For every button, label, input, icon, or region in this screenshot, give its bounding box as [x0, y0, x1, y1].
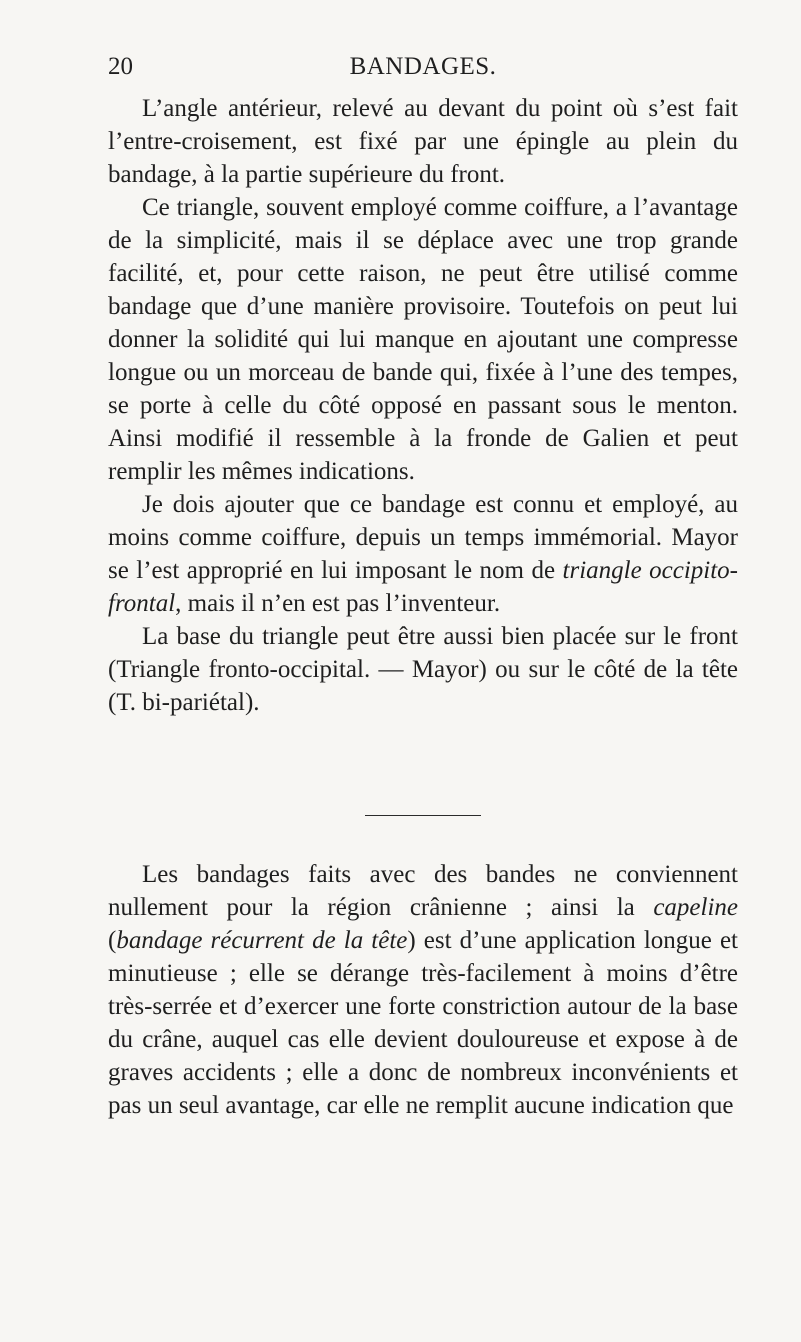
page-number: 20	[108, 53, 133, 80]
italic-term: triangle occipito-frontal	[108, 557, 738, 617]
paragraph-1	[108, 92, 738, 191]
italic-term: bandage récurrent de la tête	[116, 927, 408, 954]
running-title: BANDAGES.	[349, 53, 497, 80]
next-section-text	[108, 858, 738, 1122]
paragraph-text: Ce triangle, souvent employé comme coiffure, a l’avantage de la simplicité, mais il se déplace avec une trop grande facilité, et, pour cette raison, ne peut être utilisé comme bandage que d’une manière provisoire. Toutefois on peut lui donner la solidité qui lui manque en ajoutant une compresse longue ou un morceau de bande qui, fixée à l’une des tempes, se porte à celle du côté opposé en passant sous le menton. Ainsi modifié il ressemble à la fronde de Galien et peut remplir les mêmes indications.	[108, 194, 738, 485]
section-divider	[365, 815, 481, 816]
paragraph-2	[108, 191, 738, 488]
paragraph-5	[108, 858, 738, 1122]
paragraph-text: L’angle antérieur, relevé au devant du point où s’est fait l’entre-croisement, est fixé par une épingle au plein du bandage, à la partie supérieure du front.	[108, 95, 738, 188]
paragraph-text: (	[108, 927, 117, 954]
paragraph-text: La base du triangle peut être aussi bien placée sur le front (Triangle fronto-occipital. — Mayor) ou sur le côté de la tête (T. bi-pariétal).	[108, 623, 738, 716]
running-head	[108, 52, 738, 82]
paragraph-text: Les bandages faits avec des bandes ne conviennent nullement pour la région crânienne ; ainsi la	[108, 861, 738, 921]
paragraph-3	[108, 488, 738, 620]
paragraph-text: , mais il n’en est pas l’inventeur.	[175, 590, 501, 617]
paragraph-4	[108, 620, 738, 719]
paragraph-text: Je dois ajouter que ce bandage est connu et employé, au moins comme coiffure, depuis un temps immémorial. Mayor se l’est approprié en lui imposant le nom de	[108, 491, 738, 584]
main-text	[108, 92, 738, 719]
paragraph-text: ) est d’une application longue et minutieuse ; elle se dérange très-facilement à moins d’être très-serrée et d’exercer une forte constriction autour de la base du crâne, auquel cas elle devient douloureuse et expose à de graves accidents ; elle a donc de nombreux inconvénients et pas un seul avantage, car elle ne remplit aucune indication que	[108, 927, 738, 1119]
italic-term: capeline	[653, 894, 738, 921]
